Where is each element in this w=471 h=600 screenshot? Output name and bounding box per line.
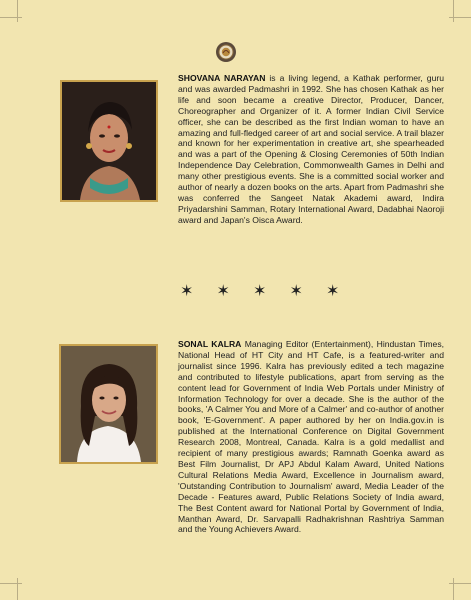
emblem-logo [216, 42, 236, 62]
bio-text: Managing Editor (Entertainment), Hindustan Times, National Head of HT City and HT Cafe, is a featured-writer and journalist since 1996. Kalra has previously edited a tech magazine and contributed to lifestyle publications, apart from serving as the content lead for Government of India Web Portals under Ministry of Information Technology for over a decade. She is the author of the books, 'A Calmer You and More of a Calmer' and co-author of another book, 'E-Government'. A paper authored by her on India.gov.in is published at the International Conference on Digital Government Research 2008, Montreal, Canada. Kalra is a gold medallist and recipient of many prestigious awards; Ramnath Goenka award as Best Film Journalist, Dr APJ Abdul Kalam Award, United Nations Cultural Relations Media Award, Excellence in Journalism award, 'Outstanding Contribution to Journalism' award, Media Leader of the Decade - Features award, Public Relations Society of India award, The Best Content award for National Portal by Government of India, Manthan Award, Dr. Sarvapalli Radhakrishnan Rashtriya Samman and the Young Achievers Award. [178, 339, 445, 535]
crop-mark [453, 0, 454, 22]
bio-name: SONAL KALRA [178, 339, 242, 349]
bio-sonal-kalra [178, 339, 444, 535]
crop-mark [0, 583, 22, 584]
crop-mark [17, 0, 18, 22]
star-separator: ✶ ✶ ✶ ✶ ✶ [180, 281, 349, 300]
crop-mark [17, 578, 18, 600]
crop-mark [453, 578, 454, 600]
portrait-photo-shovana [60, 80, 158, 202]
bio-name: SHOVANA NARAYAN [178, 73, 266, 83]
crop-mark [0, 17, 22, 18]
bio-shovana-narayan [178, 73, 444, 226]
portrait-photo-sonal [59, 344, 158, 464]
bio-text: is a living legend, a Kathak performer, guru and was awarded Padmashri in 1992. She has chosen Kathak as her life and soon became a creative Director, Producer, Dancer, Choreographer and Organizer of it. A former Indian Civil Service officer, she can be described as the first Indian woman to have an amazing and full-fledged career of art and social service. A trail blazer and known for her experimentation in creative art, she spearheaded and was a part of the Opening & Closing Ceremonies of 50th Indian Independence Day Celebration, Commonwealth Games in Delhi and many other prestigious events. She is a committed social worker and author of nearly a dozen books on the arts. Apart from Padmashri she was conferred the Sangeet Natak Akademi award, Indira Priyadarshini Samman, Rotary International Award, Dadabhai Naoroji award and Japan's Oisca Award. [178, 73, 445, 225]
